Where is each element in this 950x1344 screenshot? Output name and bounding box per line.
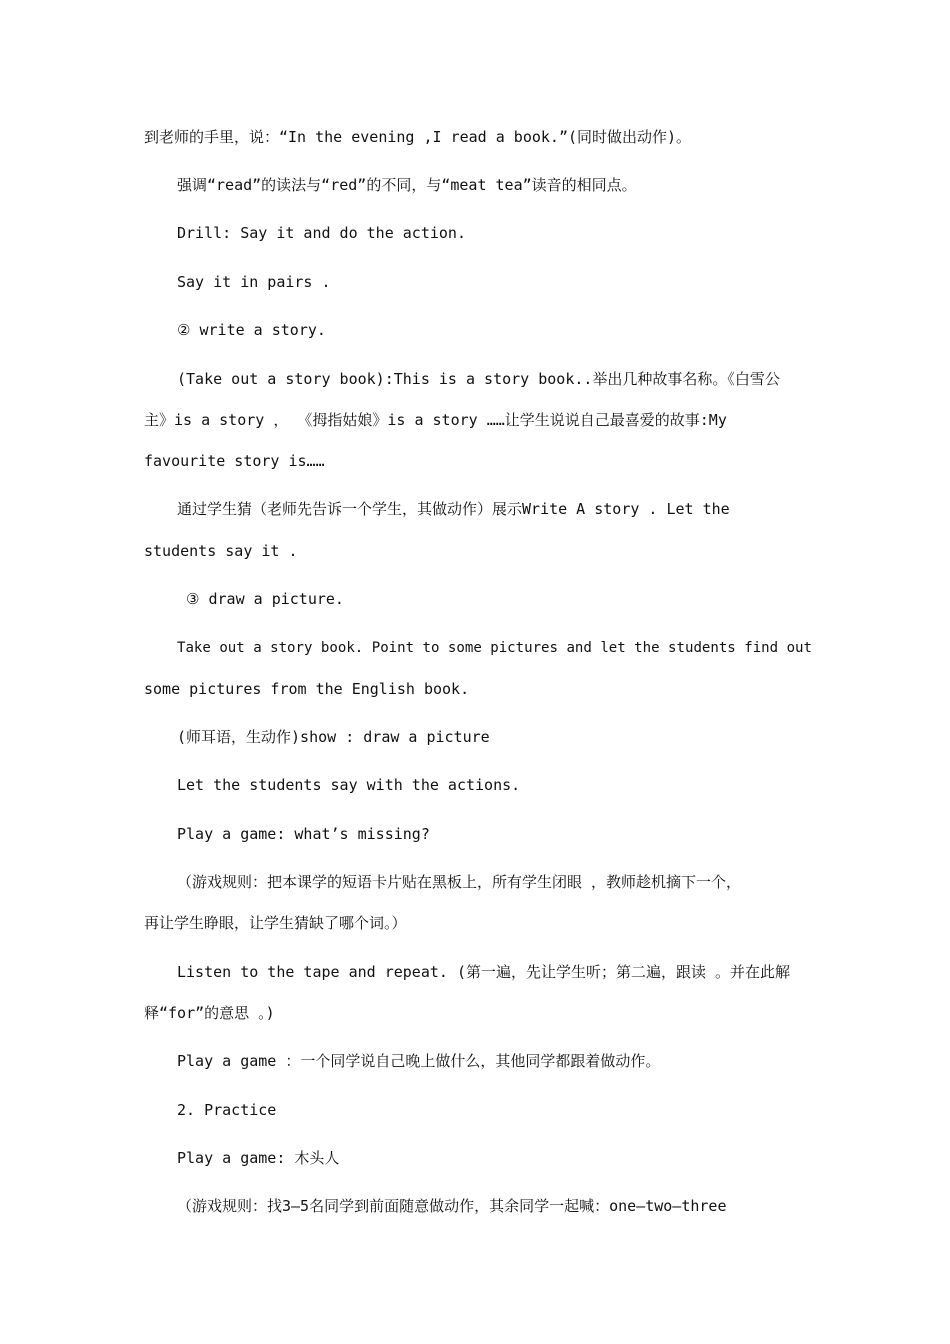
text-line: 强调“read”的读法与“red”的不同，与“meat tea”读音的相同点。 (177, 176, 637, 194)
text-line: (师耳语，生动作)show : draw a picture (177, 728, 490, 746)
text-line: ③ draw a picture. (186, 590, 344, 608)
text-line: Say it in pairs . (177, 273, 331, 291)
text-line: Play a game: what’s missing? (177, 825, 430, 843)
text-line: (Take out a story book):This is a story book..举出几种故事名称。《白雪公 (177, 370, 780, 388)
text-line: Play a game: 木头人 (177, 1149, 340, 1167)
text-line: students say it . (144, 542, 298, 560)
text-line: 通过学生猜（老师先告诉一个学生，其做动作）展示Write A story . Let the (177, 500, 730, 518)
text-line: Drill: Say it and do the action. (177, 224, 466, 242)
text-line: Listen to the tape and repeat. (第一遍，先让学生听；第二遍，跟读 。并在此解 (177, 963, 791, 981)
text-line: 再让学生睁眼，让学生猜缺了哪个词。） (144, 914, 407, 932)
text-line: 2. Practice (177, 1101, 277, 1119)
text-line: favourite story is…… (144, 452, 325, 470)
text-line: Play a game ：一个同学说自己晚上做什么，其他同学都跟着做动作。 (177, 1052, 661, 1070)
text-line: 释“for”的意思 。) (144, 1004, 275, 1022)
text-line: Take out a story book. Point to some pictures and let the students find out (177, 640, 812, 656)
text-line: some pictures from the English book. (144, 680, 470, 698)
text-line: 主》is a story ， 《拇指姑娘》is a story ……让学生说说自己最喜爱的故事:My (144, 411, 727, 429)
text-line: （游戏规则：找3—5名同学到前面随意做动作，其余同学一起喊：one—two—three (177, 1197, 727, 1215)
text-line: 到老师的手里，说：“In the evening ,I read a book.”(同时做出动作)。 (144, 128, 692, 146)
text-line: Let the students say with the actions. (177, 776, 521, 794)
text-line: （游戏规则：把本课学的短语卡片贴在黑板上，所有学生闭眼 ，教师趁机摘下一个， (177, 873, 742, 891)
text-line: ② write a story. (177, 321, 326, 339)
